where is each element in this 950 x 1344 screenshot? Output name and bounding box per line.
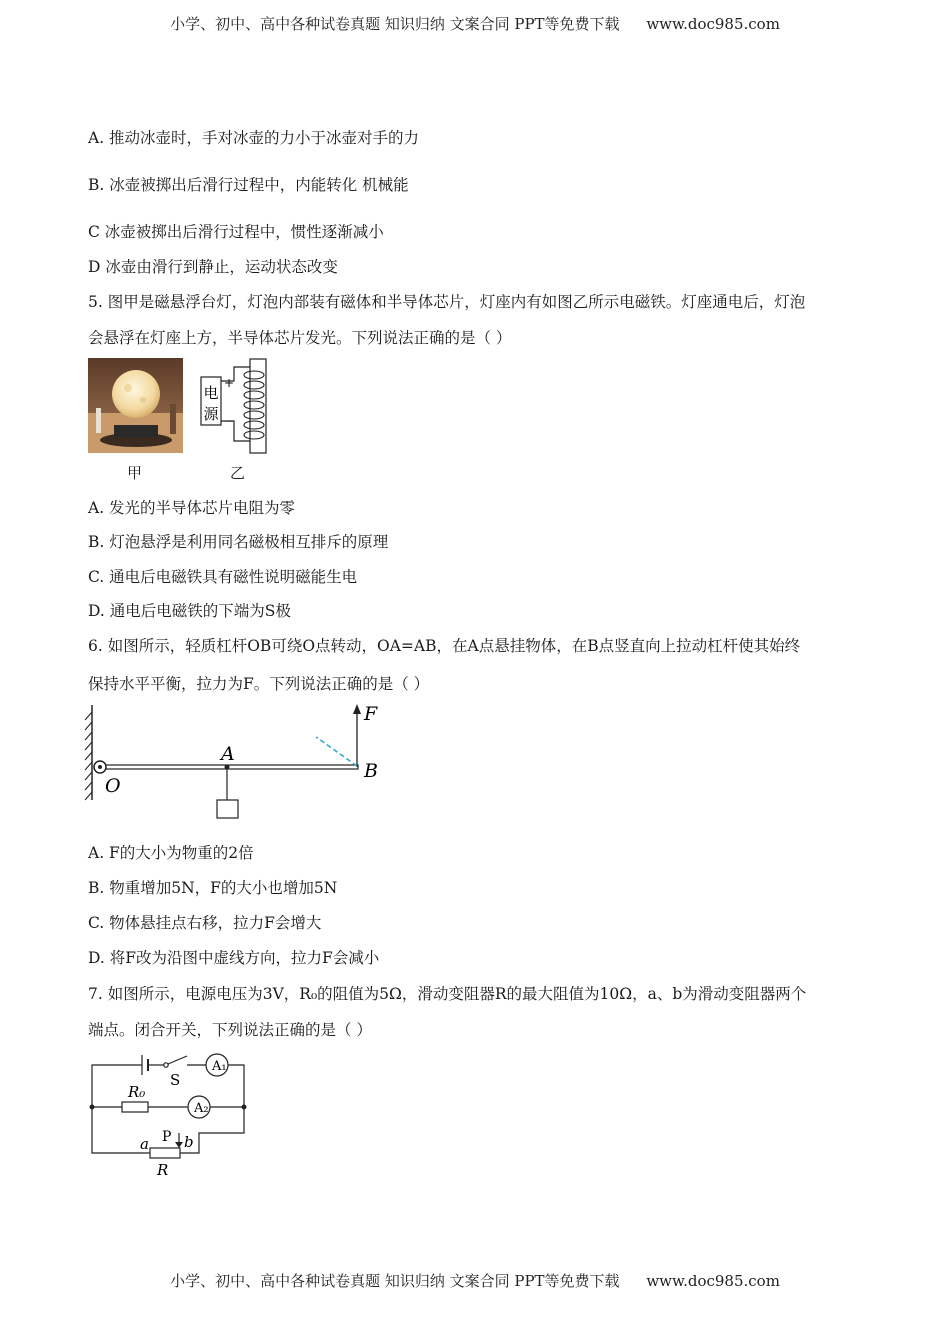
q5-stem-line1: 5. 图甲是磁悬浮台灯，灯泡内部装有磁体和半导体芯片，灯座内有如图乙所示电磁铁。灯座通电后，灯泡: [88, 293, 806, 311]
wall-hatching: [85, 712, 92, 800]
q6-stem-line1: 6. 如图所示，轻质杠杆OB可绕O点转动，OA=AB，在A点悬挂物体，在B点竖直向上拉动杠杆使其始终: [88, 637, 801, 655]
rheostat-r: [150, 1148, 180, 1158]
label-a2: A₂: [194, 1101, 209, 1116]
label-f: F: [364, 703, 378, 725]
dashed-direction: [316, 737, 357, 766]
plus-sign: +: [224, 376, 235, 390]
switch-blade: [168, 1056, 187, 1064]
q4-option-a: A. 推动冰壶时，手对冰壶的力小于冰壶对手的力: [88, 129, 420, 147]
label-b-end: b: [184, 1133, 194, 1151]
page-footer: [0, 1270, 950, 1291]
q5-stem-line2: 会悬浮在灯座上方，半导体芯片发光。下列说法正确的是（ ）: [88, 329, 512, 347]
resistor-r0: [122, 1102, 148, 1112]
q6-option-c: C. 物体悬挂点右移，拉力F会增大: [88, 914, 322, 932]
q7-stem-line1: 7. 如图所示，电源电压为3V，R₀的阻值为5Ω，滑动变阻器R的最大阻值为10Ω，a、b为滑动变阻器两个: [88, 985, 807, 1003]
footer-text: 小学、初中、高中各种试卷真题 知识归纳 文案合同 PPT等免费下载: [170, 1272, 620, 1290]
label-r0: R₀: [128, 1083, 146, 1101]
label-a: A: [221, 743, 235, 765]
q7-stem-line2: 端点。闭合开关，下列说法正确的是（ ）: [88, 1021, 372, 1039]
label-o: O: [105, 775, 121, 797]
header-text: 小学、初中、高中各种试卷真题 知识归纳 文案合同 PPT等免费下载: [170, 15, 620, 33]
q5-option-a: A. 发光的半导体芯片电阻为零: [88, 499, 296, 517]
label-s: S: [170, 1071, 181, 1089]
label-a1: A₁: [212, 1059, 227, 1074]
q5-electromagnet-diagram: [196, 357, 272, 457]
q6-option-b: B. 物重增加5N，F的大小也增加5N: [88, 879, 338, 897]
q4-option-c: C 冰壶被掷出后滑行过程中，惯性逐渐减小: [88, 223, 384, 241]
minus-sign: −: [224, 414, 235, 428]
point-a: [225, 765, 230, 770]
source-label-1: 电: [203, 384, 219, 402]
q5-option-b: B. 灯泡悬浮是利用同名磁极相互排斥的原理: [88, 533, 389, 551]
q7-circuit-diagram: [84, 1045, 259, 1180]
q4-option-b: B. 冰壶被掷出后滑行过程中，内能转化 机械能: [88, 176, 409, 194]
q6-stem-line2: 保持水平平衡，拉力为F。下列说法正确的是（ ）: [88, 675, 430, 693]
label-p: P: [162, 1129, 172, 1145]
header-url[interactable]: www.doc985.com: [646, 15, 780, 33]
source-label-2: 源: [203, 405, 219, 423]
q5-fig-label-b: 乙: [230, 464, 246, 482]
label-r: R: [157, 1161, 169, 1179]
label-a-end: a: [140, 1135, 149, 1153]
footer-url[interactable]: www.doc985.com: [646, 1272, 780, 1290]
page-header: [0, 13, 950, 34]
q5-option-d: D. 通电后电磁铁的下端为S极: [88, 602, 291, 620]
q6-option-a: A. F的大小为物重的2倍: [88, 844, 254, 862]
q5-option-c: C. 通电后电磁铁具有磁性说明磁能生电: [88, 568, 358, 586]
q6-lever-diagram: [84, 700, 384, 825]
q6-option-d: D. 将F改为沿图中虚线方向，拉力F会减小: [88, 949, 380, 967]
switch-contact: [164, 1063, 168, 1067]
q4-option-d: D 冰壶由滑行到静止，运动状态改变: [88, 258, 338, 276]
q5-fig-label-a: 甲: [127, 464, 143, 482]
q5-lamp-photo: [88, 358, 183, 453]
hanging-object: [217, 800, 238, 818]
label-b: B: [364, 760, 378, 782]
